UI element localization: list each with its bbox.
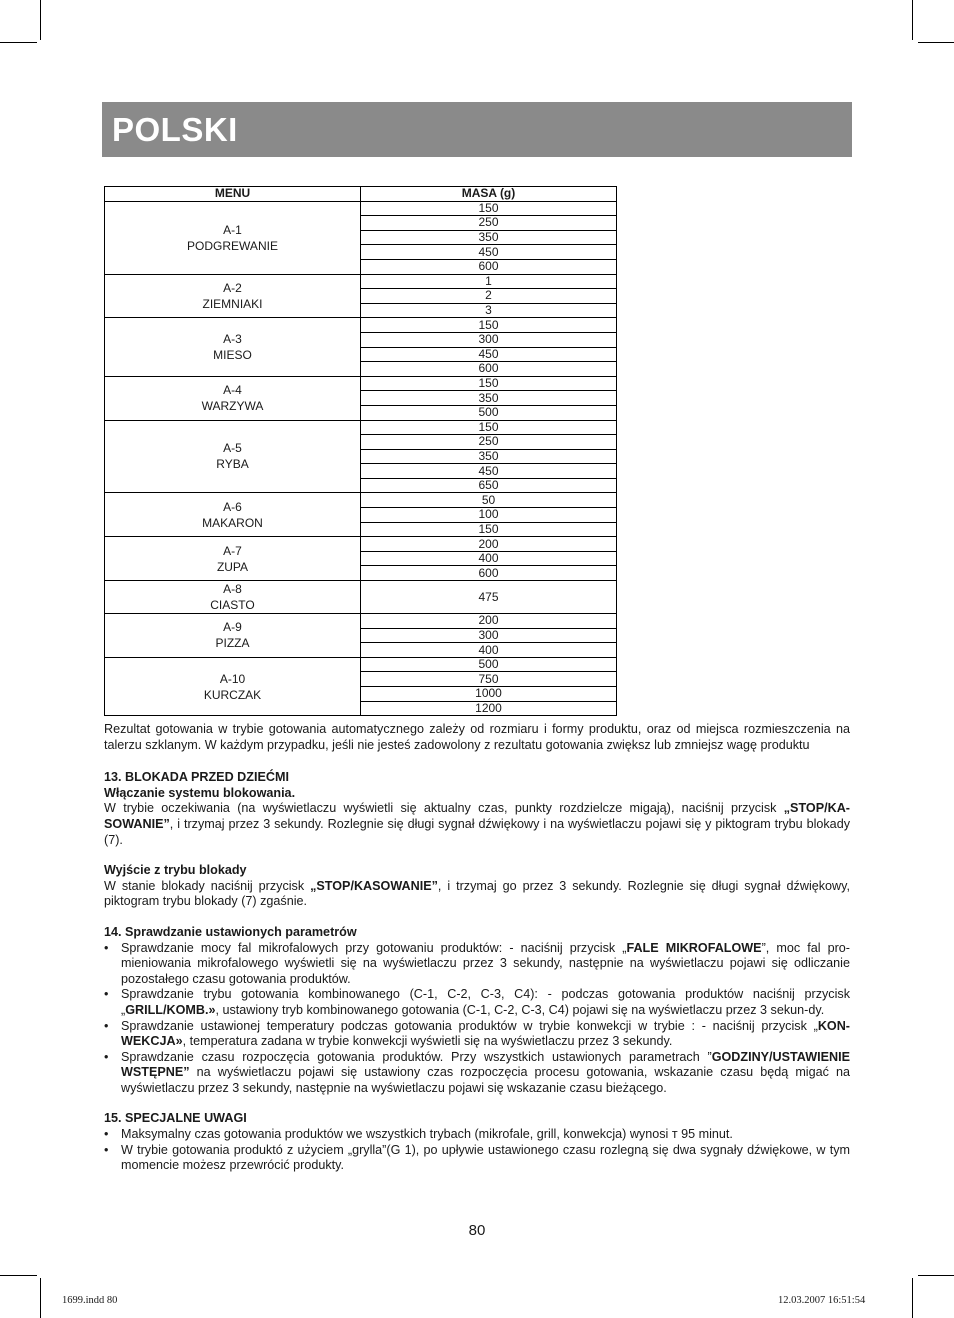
menu-cell: [105, 318, 361, 376]
content: [104, 722, 850, 1174]
mass-cell: 100: [361, 508, 617, 523]
mass-cell: 2: [361, 289, 617, 304]
mass-cell: 150: [361, 201, 617, 216]
menu-name: ZUPA: [216, 559, 249, 574]
menu-code: A-8: [223, 582, 242, 597]
mass-cell: 500: [361, 657, 617, 672]
list-item: • Sprawdzanie mocy fal mikrofalowych przy gotowaniu produktów: - naciśnij przycisk „FALE MIKROFALOWE”, moc fal pro-mieniowania mikrofalowego wyświetli się na wyświetlaczu przez 3 sekundy, następnie na wyświetlaczu pojawi się odliczanie pozostałego czasu gotowania produktów.: [104, 940, 850, 986]
crop-mark: [0, 42, 37, 43]
menu-cell: [105, 274, 361, 318]
footer-timestamp: 12.03.2007 16:51:54: [778, 1295, 866, 1306]
column-header-menu: MENU: [105, 187, 361, 202]
list-item: • W trybie gotowania produktó z użyciem „grylla”(G 1), po upływie ustawionego czasu rozlegną się dwa sygnały dźwiękowe, w tym momencie możesz przewrócić produkty.: [104, 1142, 850, 1173]
menu-cell: [105, 581, 361, 614]
menu-code: A-3: [223, 332, 242, 347]
mass-cell: 250: [361, 435, 617, 450]
menu-code: A-9: [223, 620, 242, 635]
mass-cell: 500: [361, 405, 617, 420]
section-15-list: [104, 1127, 850, 1174]
table-row: [105, 581, 617, 614]
menu-code: A-1: [223, 222, 242, 237]
section-14-title: 14. Sprawdzanie ustawionych parametrów: [104, 924, 357, 939]
crop-mark: [40, 0, 41, 40]
crop-mark: [912, 1278, 913, 1318]
mass-cell: 200: [361, 537, 617, 552]
mass-cell: 1000: [361, 687, 617, 702]
menu-name: RYBA: [216, 457, 249, 472]
mass-cell: 350: [361, 391, 617, 406]
menu-cell: [105, 614, 361, 658]
menu-name: PODGREWANIE: [187, 238, 278, 253]
mass-cell: 600: [361, 566, 617, 581]
mass-cell: 450: [361, 464, 617, 479]
menu-cell: [105, 376, 361, 420]
table-row: [105, 537, 617, 552]
list-item: • Sprawdzanie ustawionej temperatury podczas gotowania produktów w trybie konwekcji w trybie : - naciśnij przycisk „KON-WEKCJA», temperatura zadana w trybie konwekcji wyświetli się na wyświetlaczu przez 3 sekundy.: [104, 1018, 850, 1049]
mass-cell: 475: [361, 581, 617, 614]
footer-file-info: 1699.indd 80: [62, 1295, 118, 1306]
menu-name: CIASTO: [210, 598, 255, 613]
menu-cell: [105, 420, 361, 493]
language-header: [102, 102, 852, 157]
mass-cell: 250: [361, 216, 617, 231]
mass-cell: 350: [361, 230, 617, 245]
mass-cell: 200: [361, 614, 617, 629]
mass-cell: 150: [361, 376, 617, 391]
menu-cell: [105, 201, 361, 274]
table-row: [105, 318, 617, 333]
mass-cell: 50: [361, 493, 617, 508]
table-row: [105, 376, 617, 391]
menu-code: A-5: [223, 441, 242, 456]
mass-cell: 600: [361, 259, 617, 274]
mass-cell: 450: [361, 347, 617, 362]
column-header-mass: MASA (g): [361, 187, 617, 202]
menu-name: KURCZAK: [203, 687, 262, 702]
mass-cell: 750: [361, 672, 617, 687]
menu-cell: [105, 537, 361, 581]
mass-cell: 450: [361, 245, 617, 260]
mass-cell: 350: [361, 449, 617, 464]
menu-code: A-2: [223, 280, 242, 295]
mass-cell: 300: [361, 628, 617, 643]
menu-code: A-10: [219, 671, 246, 686]
list-item: • Sprawdzanie trybu gotowania kombinowanego (C-1, C-2, C-3, C4): - podczas gotowania produktów naciśnij przycisk „GRILL/KOMB.», ustawiony tryb kombinowanego gotowania (C-1, C-2, C-3, C4) pojawi się na wyświetlaczu przez 3 sekun-dy.: [104, 987, 850, 1017]
mass-cell: 1: [361, 274, 617, 289]
crop-mark: [918, 1275, 954, 1276]
mass-cell: 3: [361, 303, 617, 318]
section-13-title: 13. BLOKADA PRZED DZIEĆMI: [104, 770, 289, 785]
table-header-row: [105, 187, 617, 202]
menu-code: A-4: [223, 383, 242, 398]
menu-code: A-6: [223, 499, 242, 514]
table-row: [105, 614, 617, 629]
menu-name: WARZYWA: [201, 399, 264, 414]
intro-paragraph: Rezultat gotowania w trybie gotowania automatycznego zależy od rozmiaru i formy produktu, oraz od miejsca rozmieszczenia na talerzu szklanym. W każdym przypadku, jeśli nie jesteś zadowolony z rezultatu gotowania zwiększ lub zmniejsz wagę produktu: [104, 722, 850, 752]
mass-cell: 150: [361, 522, 617, 537]
menu-cell: [105, 657, 361, 715]
section-14-list: [104, 941, 850, 1097]
section-13-paragraph-exit: W stanie blokady naciśnij przycisk „STOP/KASOWANIE”, i trzymaj go przez 3 sekundy. Rozlegnie się długi sygnał dźwiękowy, piktogram trybu blokady (7) zgaśnie.: [104, 878, 851, 909]
menu-name: PIZZA: [215, 636, 250, 651]
mass-cell: 1200: [361, 701, 617, 716]
crop-mark: [912, 0, 913, 40]
mass-cell: 300: [361, 332, 617, 347]
section-15-title: 15. SPECJALNE UWAGI: [104, 1111, 247, 1126]
section-13-subtitle-exit: Wyjście z trybu blokady: [104, 863, 247, 878]
section-13-subtitle-enable: Włączanie systemu blokowania.: [104, 785, 296, 800]
table-row: [105, 201, 617, 216]
crop-mark: [40, 1278, 41, 1318]
list-item: • Maksymalny czas gotowania produktów we wszystkich trybach (mikrofale, grill, konwekcja) wynosi т 95 minut.: [104, 1127, 733, 1142]
menu-name: MAKARON: [202, 515, 263, 530]
crop-mark: [0, 1275, 37, 1276]
page-title: POLSKI: [112, 111, 238, 148]
menu-code: A-7: [223, 543, 242, 558]
mass-cell: 400: [361, 551, 617, 566]
menu-cell: [105, 493, 361, 537]
menu-name: MIESO: [213, 348, 252, 363]
mass-cell: 150: [361, 318, 617, 333]
list-item: • Sprawdzanie czasu rozpoczęcia gotowania produktów. Przy wszystkich ustawionych parametrach ”GODZINY/USTAWIENIE WSTĘPNE” na wyświetlaczu pojawi się ustawiony czas rozpoczęcia procesu gotowania, wskazanie czasu będą migać na wyświetlaczu przez 3 sekundy, następnie na wyświetlaczu pojawi się wskazanie czasu bieżącego.: [104, 1049, 850, 1095]
table-row: [105, 420, 617, 435]
table-row: [105, 493, 617, 508]
table-body: [105, 201, 617, 716]
mass-cell: 400: [361, 643, 617, 658]
crop-mark: [918, 42, 954, 43]
table-row: [105, 657, 617, 672]
mass-cell: 150: [361, 420, 617, 435]
mass-table: [104, 186, 617, 716]
mass-cell: 650: [361, 478, 617, 493]
table-row: [105, 274, 617, 289]
mass-cell: 600: [361, 362, 617, 377]
section-13-paragraph-enable: W trybie oczekiwania (na wyświetlaczu wyświetli się aktualny czas, punkty rozdzielcze migają), naciśnij przycisk „STOP/KA-SOWANIE”, i trzymaj przez 3 sekundy. Rozlegnie się długi sygnał dźwiękowy i na wyświetlaczu pojawi się y piktogram trybu blokady (7).: [104, 801, 850, 847]
menu-name: ZIEMNIAKI: [202, 296, 263, 311]
page-number: 80: [468, 1222, 486, 1239]
